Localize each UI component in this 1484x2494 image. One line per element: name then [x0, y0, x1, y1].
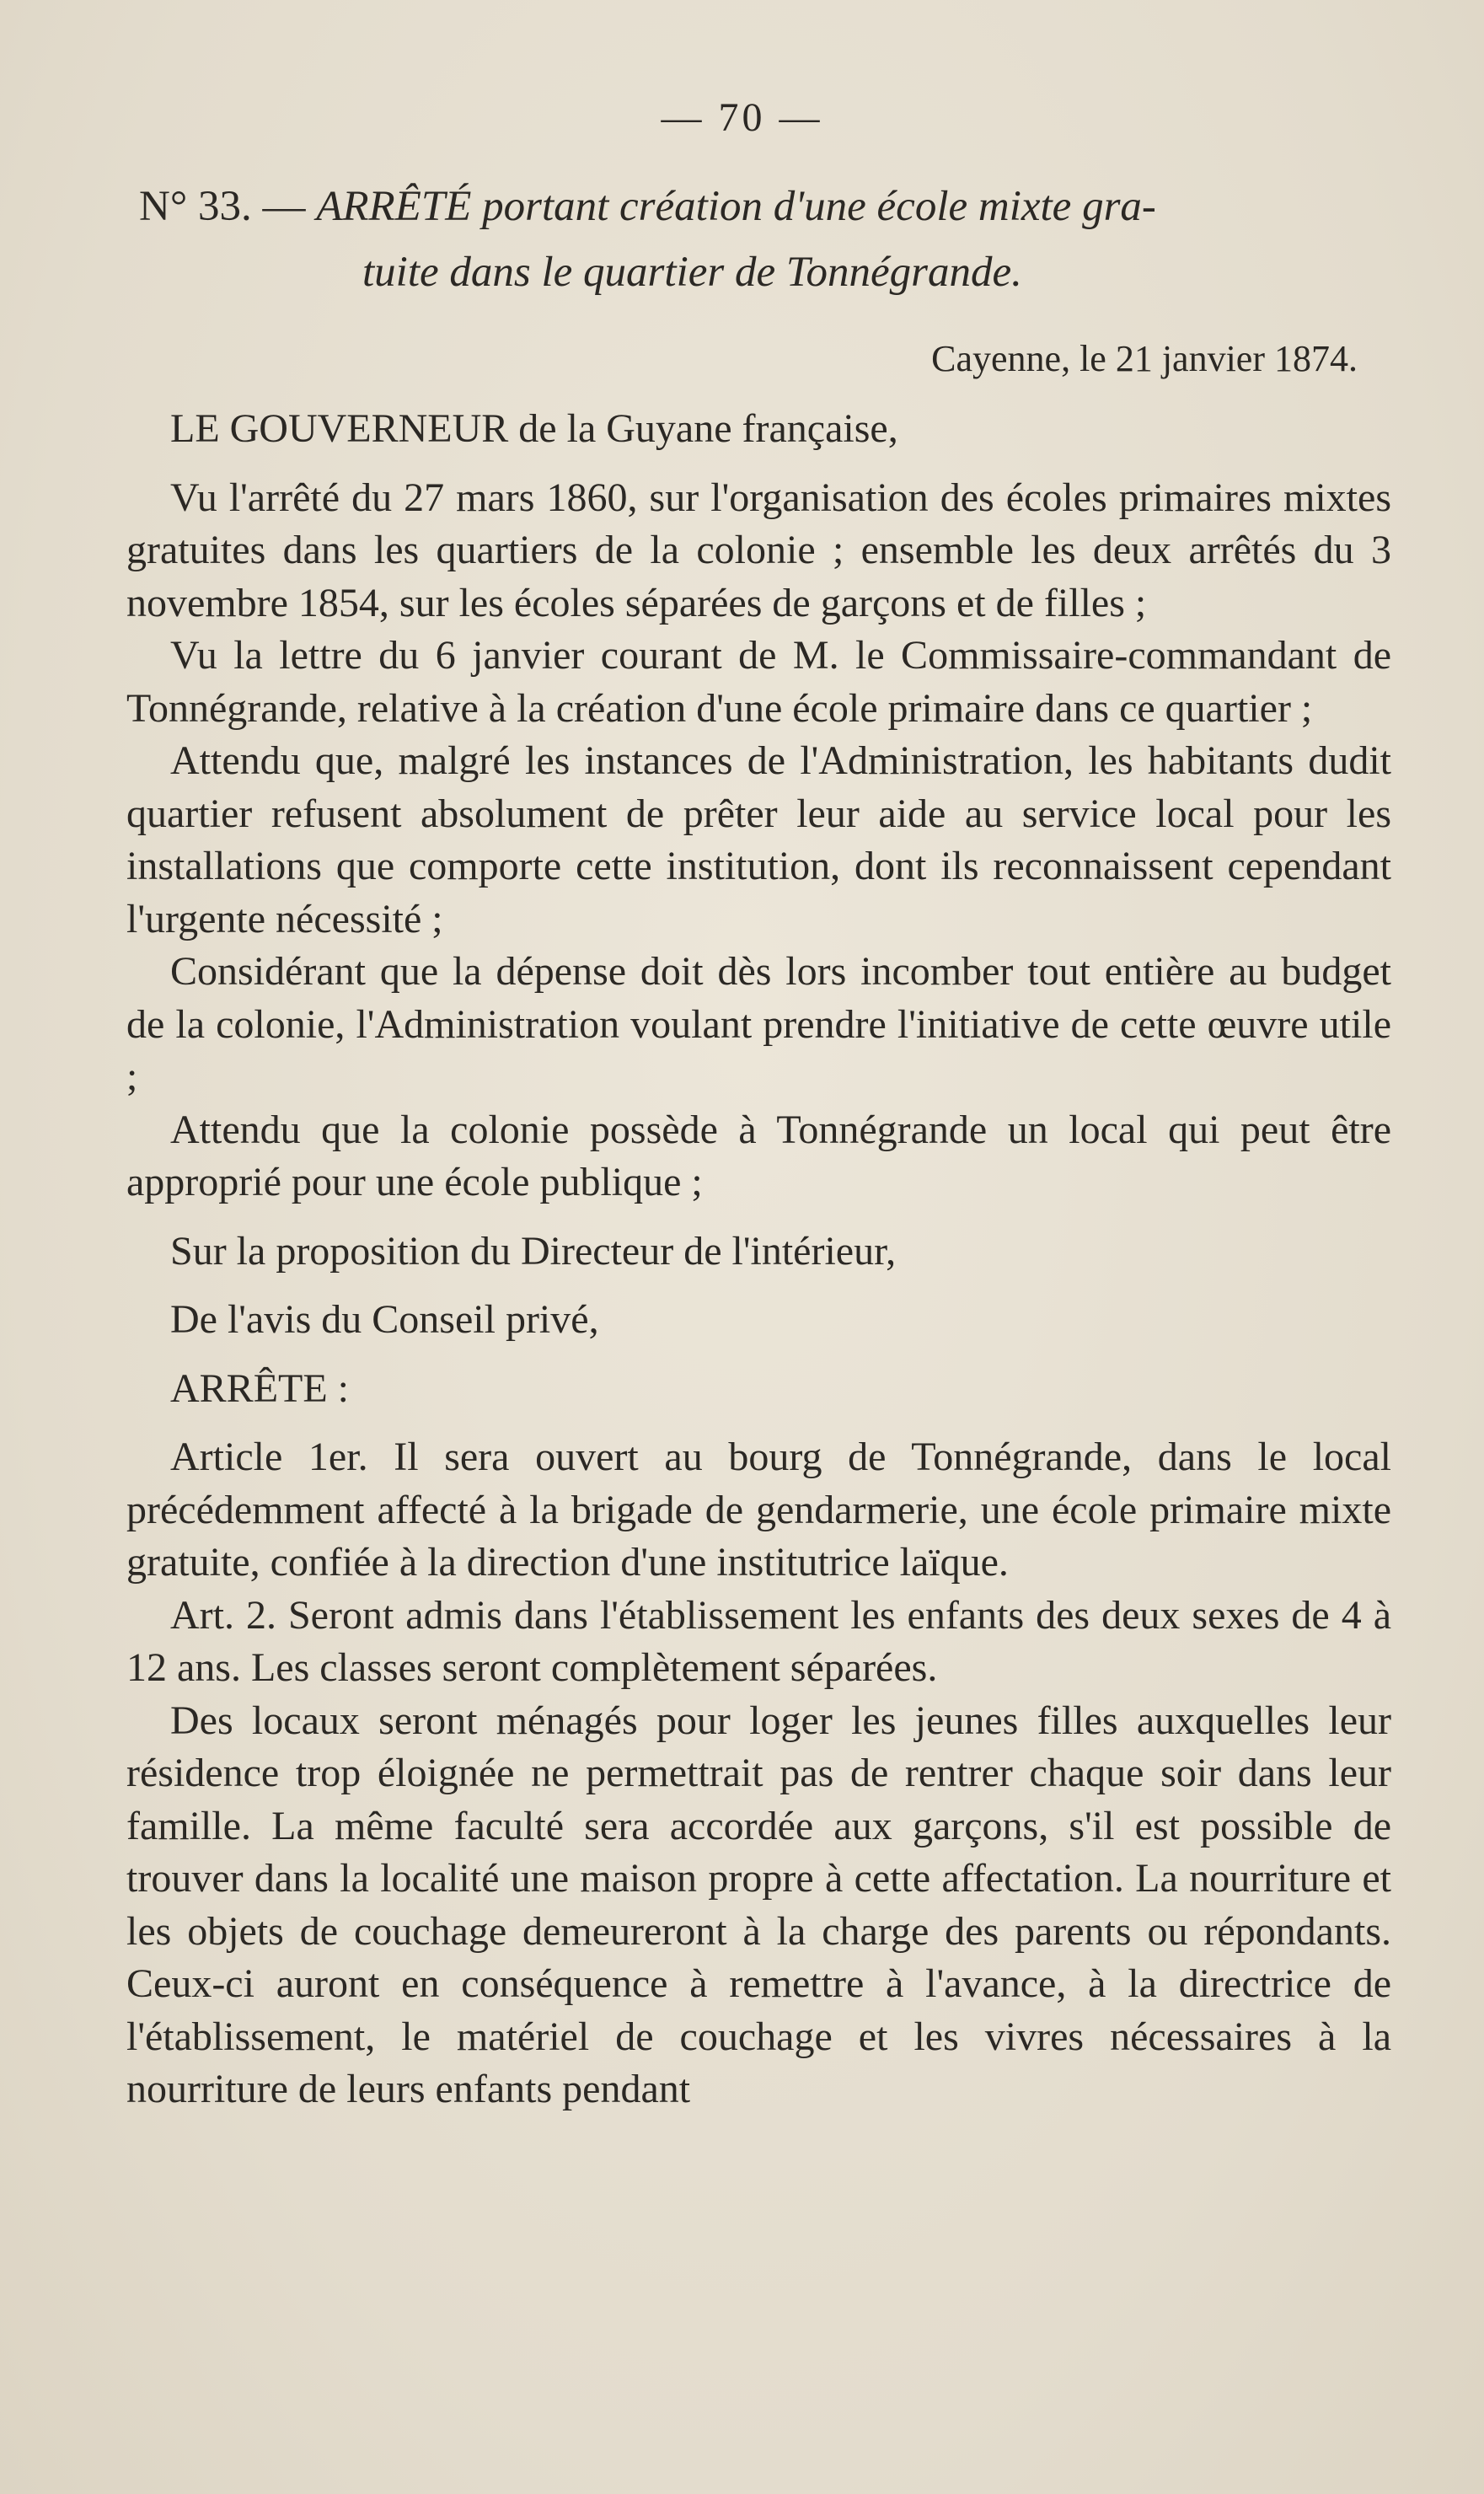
paragraph-article-1: Article 1er. Il sera ouvert au bourg de Tonnégrande, dans le local précédemment affecté à la brigade de gendarmerie, une école primaire mixte gratuite, confiée à la direction d'une institutrice laïque. [126, 1435, 1391, 1585]
paragraph-attendu-habitants: Attendu que, malgré les instances de l'Administration, les habitants dudit quartier refusent absolument de prêter leur aide au service local pour les installations que comporte cette institution, dont ils reconnaissent cependant l'urgente nécessité ; [126, 738, 1391, 941]
paragraph-article-2: Art. 2. Seront admis dans l'établissement les enfants des deux sexes de 4 à 12 ans. Les classes seront complètement séparées. [126, 1592, 1391, 1690]
decree-number: N° 33. — [139, 183, 317, 230]
decree-title-start: ARRÊTÉ portant création d'une école mixte gra- [316, 183, 1156, 230]
paragraph-attendu-local: Attendu que la colonie possède à Tonnégrande un local qui peut être approprié pour une école publique ; [126, 1107, 1391, 1204]
dateline: Cayenne, le 21 janvier 1874. [931, 338, 1358, 379]
paragraph-considerant: Considérant que la dépense doit dès lors incomber tout entière au budget de la colonie, l'Administration voulant prendre l'initiative de cette œuvre utile ; [126, 949, 1391, 1099]
paragraph-proposition: Sur la proposition du Directeur de l'intérieur, [170, 1228, 897, 1274]
paragraph-vu-lettre: Vu la lettre du 6 janvier courant de M. le Commissaire-commandant de Tonnégrande, relative à la création d'une école primaire dans ce quartier ; [126, 633, 1391, 731]
paragraph-locaux: Des locaux seront ménagés pour loger les jeunes filles auxquelles leur résidence trop éloignée ne permettrait pas de rentrer chaque soir dans leur famille. La même faculté sera accordée aux garçons, s'il est possible de trouver dans la localité une maison propre à cette affectation. La nourriture et les objets de couchage demeureront à la charge des parents ou répondants. Ceux-ci auront en conséquence à remettre à l'avance, à la directrice de l'établissement, le matériel de couchage et les vivres nécessaires à la nourriture de leurs enfants pendant [126, 1698, 1391, 2111]
paragraph-vu-arrete: Vu l'arrêté du 27 mars 1860, sur l'organisation des écoles primaires mixtes gratuites dans les quartiers de la colonie ; ensemble les deux arrêtés du 3 novembre 1854, sur les écoles séparées de garçons et de filles ; [126, 475, 1391, 625]
decree-body [126, 403, 1391, 2116]
decree-title-end: tuite dans le quartier de Tonnégrande. [362, 249, 1022, 296]
paragraph-avis: De l'avis du Conseil privé, [170, 1297, 599, 1342]
decree-heading [139, 174, 1391, 305]
paragraph-governor: LE GOUVERNEUR de la Guyane française, [170, 406, 898, 451]
paragraph-arrete: ARRÊTE : [170, 1365, 349, 1411]
page-number: — 70 — [661, 95, 823, 140]
